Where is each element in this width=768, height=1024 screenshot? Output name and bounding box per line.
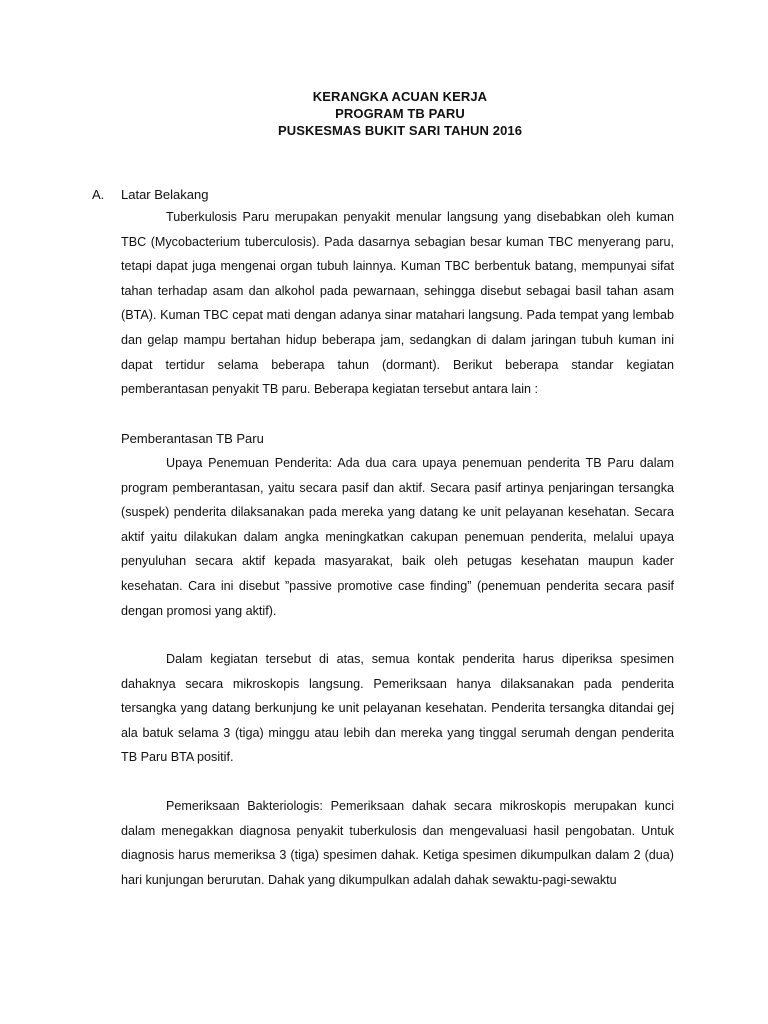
section-marker: A.	[92, 187, 105, 202]
paragraph-pemeriksaan-bakteriologis: Pemeriksaan Bakteriologis: Pemeriksaan dahak secara mikroskopis merupakan kunci dalam menegakkan diagnosa penyakit tuberkulosis dan mengevaluasi hasil pengobatan. Untuk diagnosis harus memeriksa 3 (tiga) spesimen dahak. Ketiga spesimen dikumpulkan dalam 2 (dua) hari kunjungan berurutan. Dahak yang dikumpulkan adalah dahak sewaktu-pagi-sewaktu	[121, 799, 674, 887]
title-line-1: KERANGKA ACUAN KERJA	[312, 89, 488, 104]
paragraph-latar-belakang: Tuberkulosis Paru merupakan penyakit menular langsung yang disebabkan oleh kuman TBC (Mycobacterium tuberculosis). Pada dasarnya sebagian besar kuman TBC menyerang paru, tetapi dapat juga mengenai organ tubuh lainnya. Kuman TBC berbentuk batang, mempunyai sifat tahan terhadap asam dan alkohol pada pewarnaan, sehingga disebut sebagai basil tahan asam (BTA). Kuman TBC cepat mati dengan adanya sinar matahari langsung. Pada tempat yang lembab dan gelap mampu bertahan hidup beberapa jam, sedangkan di dalam jaringan tubuh kuman ini dapat tertidur selama beberapa tahun (dormant). Berikut beberapa standar kegiatan pemberantasan penyakit TB paru. Beberapa kegiatan tersebut antara lain :	[121, 210, 674, 397]
section-heading-a	[92, 186, 208, 203]
title-line-3: PUSKESMAS BUKIT SARI TAHUN 2016	[277, 123, 523, 138]
paragraph-penemuan-penderita: Upaya Penemuan Penderita: Ada dua cara upaya penemuan penderita TB Paru dalam program pemberantasan, yaitu secara pasif dan aktif. Secara pasif artinya penjaringan tersangka (suspek) penderita dilaksanakan pada mereka yang datang ke unit pelayanan kesehatan. Secara aktif yaitu dilakukan dalam angka meningkatkan cakupan penemuan penderita, melalui upaya penyuluhan secara aktif kepada masyarakat, baik oleh petugas kesehatan maupun kader kesehatan. Cara ini disebut ”passive promotive case finding” (penemuan penderita secara pasif dengan promosi yang aktif).	[121, 456, 674, 618]
document-title	[0, 88, 768, 139]
subheading-pemberantasan: Pemberantasan TB Paru	[121, 431, 264, 446]
title-line-2: PROGRAM TB PARU	[335, 106, 465, 121]
section-heading-text: Latar Belakang	[121, 187, 209, 202]
paragraph-kontak-penderita: Dalam kegiatan tersebut di atas, semua kontak penderita harus diperiksa spesimen dahaknya secara mikroskopis langsung. Pemeriksaan hanya dilaksanakan pada penderita tersangka yang datang berkunjung ke unit pelayanan kesehatan. Penderita tersangka ditandai gej ala batuk selama 3 (tiga) minggu atau lebih dan mereka yang tinggal serumah dengan penderita TB Paru BTA positif.	[121, 652, 674, 765]
